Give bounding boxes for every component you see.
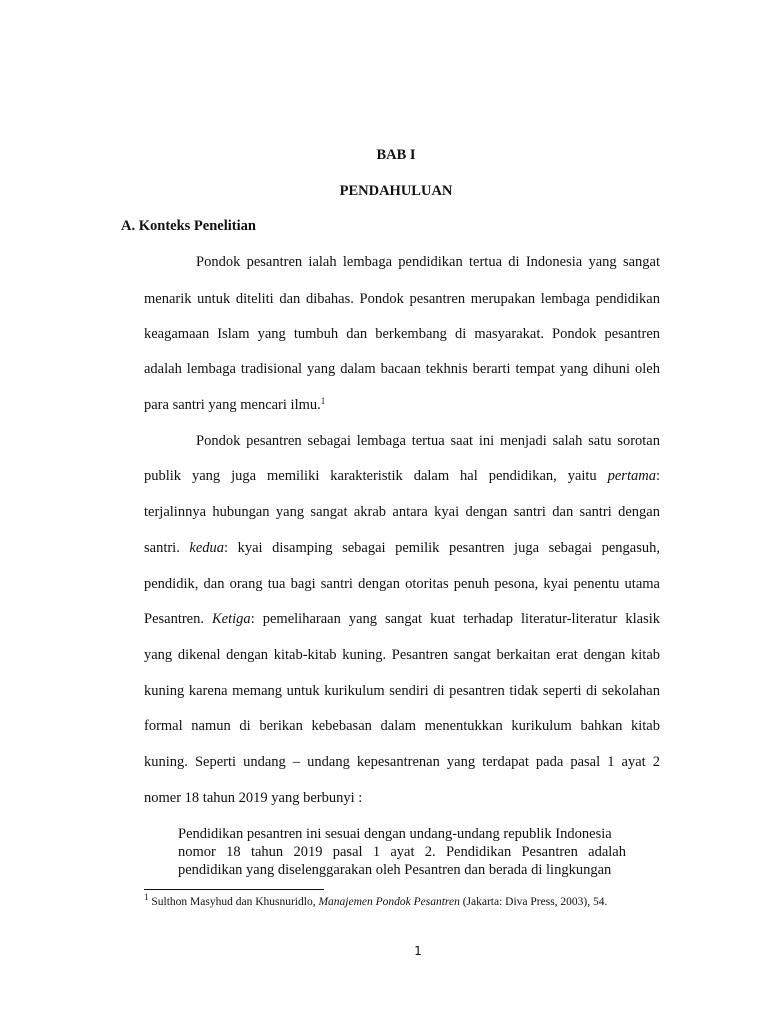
paragraph-2-line-6: Pesantren. Ketiga: pemeliharaan yang sangat kuat terhadap literatur-literatur klasik [144, 611, 660, 627]
chapter-number: BAB I [376, 147, 416, 163]
paragraph-2-line-2: publik yang juga memiliki karakteristik dalam hal pendidikan, yaitu pertama: [144, 468, 660, 484]
paragraph-2-line-4: santri. kedua: kyai disamping sebagai pemilik pesantren juga sebagai pengasuh, [144, 540, 660, 556]
section-heading: A. Konteks Penelitian [121, 218, 256, 234]
footnote-separator [144, 889, 324, 890]
footnote-ref[interactable]: 1 [320, 396, 326, 406]
block-quote-line-1: Pendidikan pesantren ini sesuai dengan undang-undang republik Indonesia [178, 826, 612, 842]
block-quote-line-3: pendidikan yang diselenggarakan oleh Pesantren dan berada di lingkungan [178, 862, 612, 878]
paragraph-2-line-8: kuning karena memang untuk kurikulum sendiri di pesantren tidak seperti di sekolahan [144, 683, 660, 699]
paragraph-2-line-3: terjalinnya hubungan yang sangat akrab antara kyai dengan santri dan santri dengan [144, 504, 660, 520]
paragraph-1-line-5: para santri yang mencari ilmu.$^1$ [144, 396, 326, 413]
paragraph-1-line-2: menarik untuk diteliti dan dibahas. Pondok pesantren merupakan lembaga pendidikan [144, 291, 660, 307]
block-quote-line-2: nomor 18 tahun 2019 pasal 1 ayat 2. Pendidikan Pesantren adalah [178, 844, 626, 860]
paragraph-2-line-11: nomer 18 tahun 2019 yang berbunyi : [144, 790, 363, 806]
paragraph-2-line-9: formal namun di berikan kebebasan dalam menentukkan kurikulum bahkan kitab [144, 718, 660, 734]
paragraph-2-line-1: Pondok pesantren sebagai lembaga tertua saat ini menjadi salah satu sorotan [196, 433, 660, 449]
paragraph-1-line-1: Pondok pesantren ialah lembaga pendidikan tertua di Indonesia yang sangat [196, 254, 660, 270]
paragraph-2-line-10: kuning. Seperti undang – undang kepesantrenan yang terdapat pada pasal 1 ayat 2 [144, 754, 660, 770]
paragraph-2-line-7: yang dikenal dengan kitab-kitab kuning. Pesantren sangat berkaitan erat dengan kitab [144, 647, 660, 663]
paragraph-1-line-4: adalah lembaga tradisional yang dalam bacaan tekhnis berarti tempat yang dihuni oleh [144, 361, 660, 377]
paragraph-2-line-5: pendidik, dan orang tua bagi santri dengan otoritas penuh pesona, kyai penentu utama [144, 576, 660, 592]
chapter-title: PENDAHULUAN [339, 183, 453, 199]
page-number: 1 [414, 944, 422, 958]
footnote: $^1$ Sulthon Masyhud dan Khusnuridlo, Manajemen Pondok Pesantren (Jakarta: Diva Press, 2003), 54. [144, 892, 608, 908]
paragraph-1-line-3: keagamaan Islam yang tumbuh dan berkembang di masyarakat. Pondok pesantren [144, 326, 660, 342]
